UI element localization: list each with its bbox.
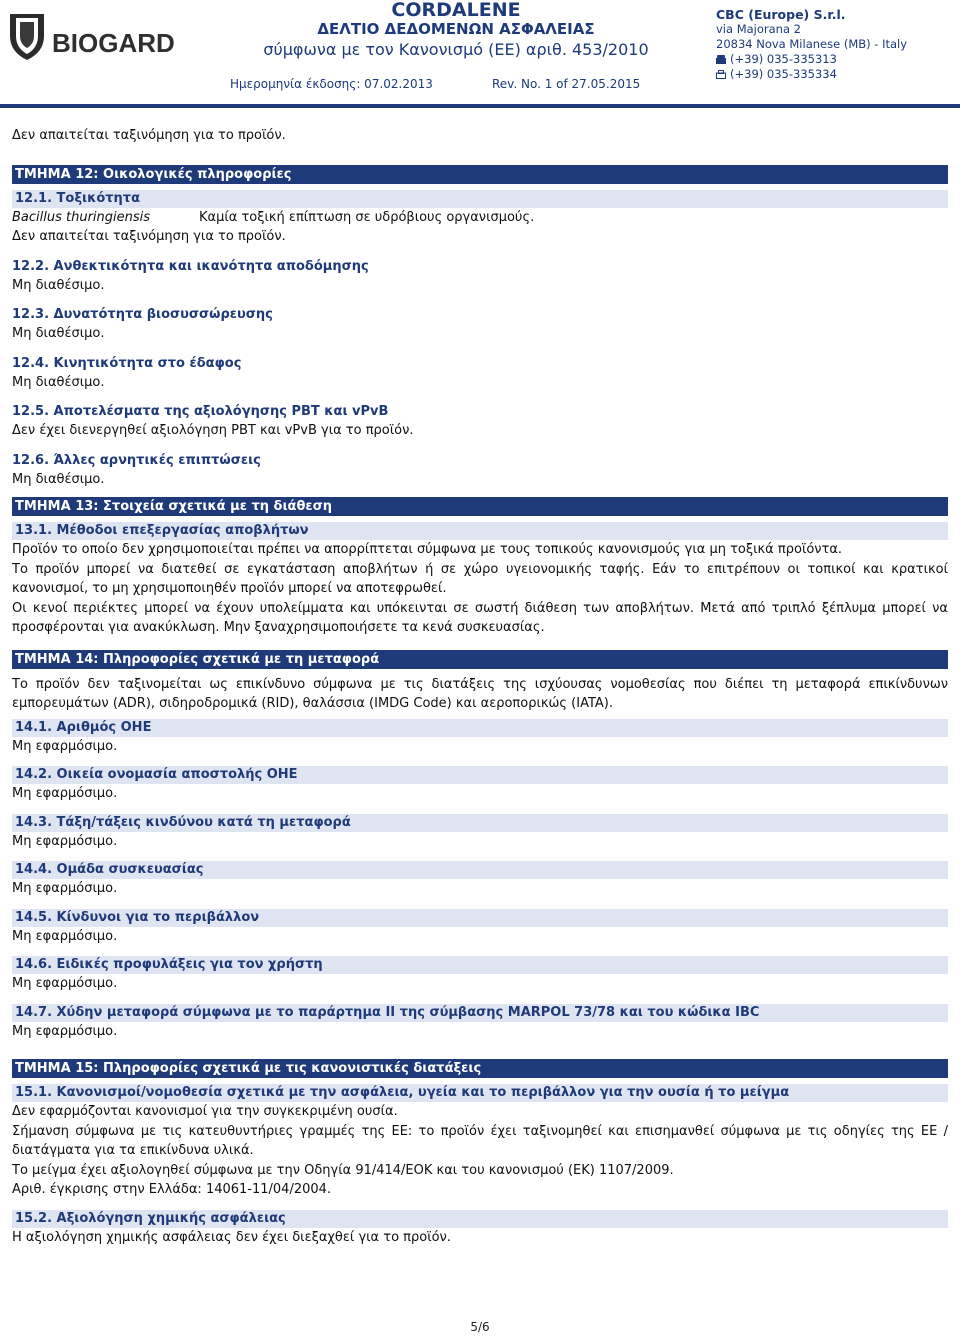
document-body [12,126,948,1247]
section-15-2-title: 15.2. Αξιολόγηση χημικής ασφάλειας [12,1210,948,1228]
section-15-2-text: Η αξιολόγηση χημικής ασφάλειας δεν έχει διεξαχθεί για το προϊόν. [12,1229,451,1245]
section-12-3-text: Μη διαθέσιμο. [12,326,105,341]
section-12-title: ΤΜΗΜΑ 12: Οικολογικές πληροφορίες [12,165,948,184]
section-12-2-title: 12.2. Ανθεκτικότητα και ικανότητα αποδόμησης [12,258,369,274]
section-12-1-title: 12.1. Τοξικότητα [12,190,948,208]
svg-text:BIOGARD: BIOGARD [52,28,175,58]
section-15-1-approval: Αριθ. έγκρισης στην Ελλάδα: 14061-11/04/2004. [12,1182,332,1197]
section-14-6-text: Μη εφαρμόσιμο. [12,976,118,991]
regulation-reference: σύμφωνα με τον Κανονισμό (ΕΕ) αριθ. 453/2010 [263,40,649,59]
section-13-1-paragraph-1: Προϊόν το οποίο δεν χρησιμοποιείται πρέπει να απορρίπτεται σύμφωνα με τους τοπικούς κανονισμούς για μη τοξικά προϊόντα. [12,542,843,557]
document-header [0,0,960,108]
section-14-1-text: Μη εφαρμόσιμο. [12,738,118,754]
company-info [716,7,956,82]
section-15-1-paragraph-3: Το μείγμα έχει αξιολογηθεί σύμφωνα με την Οδηγία 91/414/ΕΟΚ και του κανονισμού (ΕΚ) 1107/2009. [12,1162,674,1178]
header-divider [0,104,960,108]
section-14-6-title: 14.6. Ειδικές προφυλάξεις για τον χρήστη [12,956,948,974]
intro-text: Δεν απαιτείται ταξινόμηση για το προϊόν. [12,128,286,143]
header-titles [236,0,676,61]
section-14-5-text: Μη εφαρμόσιμο. [12,928,118,944]
section-15-1-paragraph-2: Σήμανση σύμφωνα με τις κατευθυντήριες γραμμές της ΕΕ: το προϊόν έχει ταξινομηθεί και επισημανθεί σύμφωνα με τις οδηγίες της ΕΕ / διατάγματα για τα επικίνδυνα υλικά. [12,1123,948,1158]
section-13-1-paragraph-2: Το προϊόν μπορεί να διατεθεί σε εγκατάσταση αποβλήτων ή σε χώρο υγειονομικής ταφής. Εάν το επιτρέπουν οι τοπικοί και κρατικοί κανονισμοί, το μη χρησιμοποιηθέν προϊόν μπορεί να αποτεφρωθεί. [12,561,948,596]
section-12-3-title: 12.3. Δυνατότητα βιοσυσσώρευσης [12,307,273,322]
section-12-1-note: Δεν απαιτείται ταξινόμηση για το προϊόν. [12,229,286,244]
revision-number: Rev. No. 1 of 27.05.2015 [492,77,641,91]
section-15-1-title: 15.1. Κανονισμοί/νομοθεσία σχετικά με την ασφάλεια, υγεία και το περιβάλλον για την ουσία ή το μείγμα [12,1084,948,1102]
page-number: 5/6 [470,1320,490,1334]
organism-name: Bacillus thuringiensis [12,209,151,225]
company-street: via Majorana 2 [716,22,801,36]
phone-icon [716,55,726,64]
phone-number: (+39) 035-335313 [730,52,837,66]
section-14-3-text: Μη εφαρμόσιμο. [12,833,118,849]
section-14-4-title: 14.4. Ομάδα συσκευασίας [12,861,948,879]
issue-date: Ημερομηνία έκδοσης: 07.02.2013 [230,77,433,91]
section-13-1-title: 13.1. Μέθοδοι επεξεργασίας αποβλήτων [12,522,948,540]
fax-number: (+39) 035-335334 [730,67,837,81]
section-12-4-text: Μη διαθέσιμο. [12,374,105,390]
toxicity-effect: Καμία τοξική επίπτωση σε υδρόβιους οργανισμούς. [199,209,535,225]
section-14-5-title: 14.5. Κίνδυνοι για το περιβάλλον [12,909,948,927]
document-title: ΔΕΛΤΙΟ ΔΕΔΟΜΕΝΩΝ ΑΣΦΑΛΕΙΑΣ [317,20,595,38]
section-14-intro: Το προϊόν δεν ταξινομείται ως επικίνδυνο σύμφωνα με τις διατάξεις της ισχύουσας νομοθεσίας που διέπει τη μεταφορά επικίνδυνων εμπορευμάτων (ADR), σιδηροδρομικά (RID), θαλάσσια (IMDG Code) και αεροπορικώς (IATA). [12,676,948,711]
section-12-2-text: Μη διαθέσιμο. [12,277,105,293]
phone-line [716,52,956,67]
fax-line [716,67,956,82]
section-12-5-text: Δεν έχει διενεργηθεί αξιολόγηση PBT και vPvB για το προϊόν. [12,423,414,438]
section-14-4-text: Μη εφαρμόσιμο. [12,881,118,896]
section-12-4-title: 12.4. Κινητικότητα στο έδαφος [12,355,242,371]
company-name: CBC (Europe) S.r.l. [716,7,846,22]
section-15-1-paragraph-1: Δεν εφαρμόζονται κανονισμοί για την συγκεκριμένη ουσία. [12,1104,398,1119]
section-12-6-text: Μη διαθέσιμο. [12,471,105,487]
section-14-2-title: 14.2. Οικεία ονομασία αποστολής ΟΗΕ [12,766,948,784]
section-13-title: ΤΜΗΜΑ 13: Στοιχεία σχετικά με τη διάθεση [12,497,948,516]
product-name: CORDALENE [391,0,521,21]
company-city: 20834 Nova Milanese (MB) - Italy [716,37,908,51]
section-14-7-text: Μη εφαρμόσιμο. [12,1023,118,1039]
biogard-logo [6,10,218,62]
toxicity-row [12,208,948,228]
section-15-title: ΤΜΗΜΑ 15: Πληροφορίες σχετικά με τις κανονιστικές διατάξεις [12,1059,948,1078]
section-14-title: ΤΜΗΜΑ 14: Πληροφορίες σχετικά με τη μεταφορά [12,650,948,669]
section-14-2-text: Μη εφαρμόσιμο. [12,786,118,801]
section-12-5-title: 12.5. Αποτελέσματα της αξιολόγησης PBT και vPvB [12,404,389,419]
section-14-7-title: 14.7. Χύδην μεταφορά σύμφωνα με το παράρτημα II της σύμβασης MARPOL 73/78 και του κώδικα IBC [12,1004,948,1022]
section-12-6-title: 12.6. Άλλες αρνητικές επιπτώσεις [12,452,261,468]
section-13-1-paragraph-3: Οι κενοί περιέκτες μπορεί να έχουν υπολείμματα και υπόκεινται σε σωστή διάθεση των αποβλήτων. Μετά από τριπλό ξέπλυμα μπορεί να προσφέρονται για ανακύκλωση. Μην ξαναχρησιμοποιήσετε τα κενά συσκευασίας. [12,600,948,635]
section-14-1-title: 14.1. Αριθμός ΟΗΕ [12,719,948,737]
section-14-3-title: 14.3. Τάξη/τάξεις κινδύνου κατά τη μεταφορά [12,814,948,832]
fax-icon [716,70,726,79]
